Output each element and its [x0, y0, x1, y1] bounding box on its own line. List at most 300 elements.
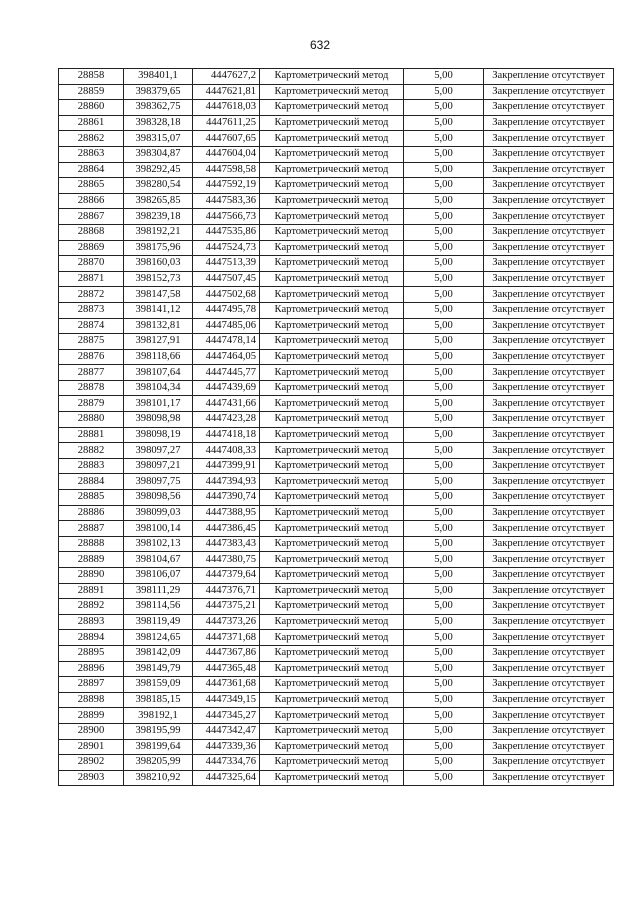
y-coordinate-cell: 4447445,77: [193, 365, 260, 381]
table-row: [59, 115, 614, 131]
method-cell: Картометрический метод: [260, 69, 404, 85]
table-row: [59, 240, 614, 256]
error-cell: 5,00: [404, 708, 484, 724]
error-cell: 5,00: [404, 739, 484, 755]
y-coordinate-cell: 4447408,33: [193, 443, 260, 459]
method-cell: Картометрический метод: [260, 334, 404, 350]
x-coordinate-cell: 398104,34: [124, 380, 193, 396]
method-cell: Картометрический метод: [260, 380, 404, 396]
point-number-cell: 28895: [59, 645, 124, 661]
error-cell: 5,00: [404, 770, 484, 786]
method-cell: Картометрический метод: [260, 568, 404, 584]
point-number-cell: 28873: [59, 302, 124, 318]
table-body: [59, 69, 614, 786]
table-row: [59, 755, 614, 771]
method-cell: Картометрический метод: [260, 193, 404, 209]
error-cell: 5,00: [404, 396, 484, 412]
method-cell: Картометрический метод: [260, 677, 404, 693]
x-coordinate-cell: 398205,99: [124, 755, 193, 771]
method-cell: Картометрический метод: [260, 755, 404, 771]
point-number-cell: 28878: [59, 380, 124, 396]
method-cell: Картометрический метод: [260, 271, 404, 287]
x-coordinate-cell: 398114,56: [124, 599, 193, 615]
y-coordinate-cell: 4447495,78: [193, 302, 260, 318]
method-cell: Картометрический метод: [260, 770, 404, 786]
error-cell: 5,00: [404, 365, 484, 381]
fixation-cell: Закрепление отсутствует: [484, 287, 614, 303]
fixation-cell: Закрепление отсутствует: [484, 146, 614, 162]
error-cell: 5,00: [404, 271, 484, 287]
fixation-cell: Закрепление отсутствует: [484, 334, 614, 350]
y-coordinate-cell: 4447386,45: [193, 521, 260, 537]
method-cell: Картометрический метод: [260, 396, 404, 412]
error-cell: 5,00: [404, 630, 484, 646]
table-row: [59, 287, 614, 303]
point-number-cell: 28889: [59, 552, 124, 568]
y-coordinate-cell: 4447365,48: [193, 661, 260, 677]
x-coordinate-cell: 398119,49: [124, 614, 193, 630]
y-coordinate-cell: 4447367,86: [193, 645, 260, 661]
error-cell: 5,00: [404, 240, 484, 256]
fixation-cell: Закрепление отсутствует: [484, 755, 614, 771]
fixation-cell: Закрепление отсутствует: [484, 396, 614, 412]
x-coordinate-cell: 398111,29: [124, 583, 193, 599]
table-row: [59, 552, 614, 568]
method-cell: Картометрический метод: [260, 427, 404, 443]
point-number-cell: 28886: [59, 505, 124, 521]
point-number-cell: 28872: [59, 287, 124, 303]
x-coordinate-cell: 398239,18: [124, 209, 193, 225]
method-cell: Картометрический метод: [260, 661, 404, 677]
y-coordinate-cell: 4447373,26: [193, 614, 260, 630]
y-coordinate-cell: 4447485,06: [193, 318, 260, 334]
error-cell: 5,00: [404, 100, 484, 116]
error-cell: 5,00: [404, 334, 484, 350]
fixation-cell: Закрепление отсутствует: [484, 178, 614, 194]
x-coordinate-cell: 398127,91: [124, 334, 193, 350]
table-row: [59, 162, 614, 178]
table-row: [59, 256, 614, 272]
point-number-cell: 28887: [59, 521, 124, 537]
y-coordinate-cell: 4447478,14: [193, 334, 260, 350]
point-number-cell: 28874: [59, 318, 124, 334]
error-cell: 5,00: [404, 614, 484, 630]
y-coordinate-cell: 4447334,76: [193, 755, 260, 771]
y-coordinate-cell: 4447431,66: [193, 396, 260, 412]
error-cell: 5,00: [404, 645, 484, 661]
y-coordinate-cell: 4447388,95: [193, 505, 260, 521]
method-cell: Картометрический метод: [260, 318, 404, 334]
point-number-cell: 28858: [59, 69, 124, 85]
error-cell: 5,00: [404, 349, 484, 365]
fixation-cell: Закрепление отсутствует: [484, 568, 614, 584]
x-coordinate-cell: 398280,54: [124, 178, 193, 194]
x-coordinate-cell: 398265,85: [124, 193, 193, 209]
table-row: [59, 614, 614, 630]
point-number-cell: 28869: [59, 240, 124, 256]
x-coordinate-cell: 398195,99: [124, 723, 193, 739]
x-coordinate-cell: 398106,07: [124, 568, 193, 584]
error-cell: 5,00: [404, 380, 484, 396]
fixation-cell: Закрепление отсутствует: [484, 490, 614, 506]
x-coordinate-cell: 398315,07: [124, 131, 193, 147]
method-cell: Картометрический метод: [260, 490, 404, 506]
table-row: [59, 505, 614, 521]
fixation-cell: Закрепление отсутствует: [484, 162, 614, 178]
page-number: 632: [309, 38, 331, 52]
method-cell: Картометрический метод: [260, 599, 404, 615]
x-coordinate-cell: 398124,65: [124, 630, 193, 646]
point-number-cell: 28877: [59, 365, 124, 381]
fixation-cell: Закрепление отсутствует: [484, 256, 614, 272]
table-row: [59, 69, 614, 85]
table-row: [59, 677, 614, 693]
table-row: [59, 209, 614, 225]
table-row: [59, 458, 614, 474]
method-cell: Картометрический метод: [260, 458, 404, 474]
x-coordinate-cell: 398118,66: [124, 349, 193, 365]
x-coordinate-cell: 398175,96: [124, 240, 193, 256]
error-cell: 5,00: [404, 568, 484, 584]
error-cell: 5,00: [404, 521, 484, 537]
fixation-cell: Закрепление отсутствует: [484, 100, 614, 116]
y-coordinate-cell: 4447439,69: [193, 380, 260, 396]
x-coordinate-cell: 398098,19: [124, 427, 193, 443]
method-cell: Картометрический метод: [260, 365, 404, 381]
error-cell: 5,00: [404, 474, 484, 490]
error-cell: 5,00: [404, 723, 484, 739]
fixation-cell: Закрепление отсутствует: [484, 583, 614, 599]
table-row: [59, 630, 614, 646]
x-coordinate-cell: 398292,45: [124, 162, 193, 178]
table-row: [59, 396, 614, 412]
x-coordinate-cell: 398185,15: [124, 692, 193, 708]
table-row: [59, 131, 614, 147]
fixation-cell: Закрепление отсутствует: [484, 84, 614, 100]
error-cell: 5,00: [404, 427, 484, 443]
point-number-cell: 28882: [59, 443, 124, 459]
x-coordinate-cell: 398149,79: [124, 661, 193, 677]
point-number-cell: 28861: [59, 115, 124, 131]
y-coordinate-cell: 4447583,36: [193, 193, 260, 209]
point-number-cell: 28868: [59, 224, 124, 240]
fixation-cell: Закрепление отсутствует: [484, 536, 614, 552]
y-coordinate-cell: 4447394,93: [193, 474, 260, 490]
table-row: [59, 224, 614, 240]
point-number-cell: 28884: [59, 474, 124, 490]
fixation-cell: Закрепление отсутствует: [484, 271, 614, 287]
fixation-cell: Закрепление отсутствует: [484, 770, 614, 786]
table-row: [59, 349, 614, 365]
fixation-cell: Закрепление отсутствует: [484, 505, 614, 521]
error-cell: 5,00: [404, 287, 484, 303]
x-coordinate-cell: 398304,87: [124, 146, 193, 162]
y-coordinate-cell: 4447524,73: [193, 240, 260, 256]
point-number-cell: 28870: [59, 256, 124, 272]
method-cell: Картометрический метод: [260, 115, 404, 131]
x-coordinate-cell: 398102,13: [124, 536, 193, 552]
fixation-cell: Закрепление отсутствует: [484, 115, 614, 131]
x-coordinate-cell: 398104,67: [124, 552, 193, 568]
y-coordinate-cell: 4447371,68: [193, 630, 260, 646]
x-coordinate-cell: 398107,64: [124, 365, 193, 381]
error-cell: 5,00: [404, 209, 484, 225]
fixation-cell: Закрепление отсутствует: [484, 599, 614, 615]
y-coordinate-cell: 4447345,27: [193, 708, 260, 724]
error-cell: 5,00: [404, 536, 484, 552]
fixation-cell: Закрепление отсутствует: [484, 224, 614, 240]
method-cell: Картометрический метод: [260, 552, 404, 568]
method-cell: Картометрический метод: [260, 692, 404, 708]
fixation-cell: Закрепление отсутствует: [484, 661, 614, 677]
fixation-cell: Закрепление отсутствует: [484, 427, 614, 443]
table-row: [59, 474, 614, 490]
y-coordinate-cell: 4447627,2: [193, 69, 260, 85]
x-coordinate-cell: 398098,98: [124, 412, 193, 428]
point-number-cell: 28891: [59, 583, 124, 599]
y-coordinate-cell: 4447390,74: [193, 490, 260, 506]
error-cell: 5,00: [404, 69, 484, 85]
table-row: [59, 645, 614, 661]
method-cell: Картометрический метод: [260, 178, 404, 194]
table-row: [59, 599, 614, 615]
y-coordinate-cell: 4447604,04: [193, 146, 260, 162]
x-coordinate-cell: 398328,18: [124, 115, 193, 131]
error-cell: 5,00: [404, 692, 484, 708]
fixation-cell: Закрепление отсутствует: [484, 630, 614, 646]
table-row: [59, 490, 614, 506]
table-row: [59, 723, 614, 739]
error-cell: 5,00: [404, 599, 484, 615]
method-cell: Картометрический метод: [260, 630, 404, 646]
x-coordinate-cell: 398098,56: [124, 490, 193, 506]
method-cell: Картометрический метод: [260, 521, 404, 537]
y-coordinate-cell: 4447399,91: [193, 458, 260, 474]
y-coordinate-cell: 4447566,73: [193, 209, 260, 225]
x-coordinate-cell: 398362,75: [124, 100, 193, 116]
fixation-cell: Закрепление отсутствует: [484, 677, 614, 693]
method-cell: Картометрический метод: [260, 645, 404, 661]
table-row: [59, 100, 614, 116]
error-cell: 5,00: [404, 490, 484, 506]
table-row: [59, 443, 614, 459]
error-cell: 5,00: [404, 84, 484, 100]
x-coordinate-cell: 398192,21: [124, 224, 193, 240]
point-number-cell: 28885: [59, 490, 124, 506]
method-cell: Картометрический метод: [260, 723, 404, 739]
error-cell: 5,00: [404, 178, 484, 194]
point-number-cell: 28892: [59, 599, 124, 615]
fixation-cell: Закрепление отсутствует: [484, 443, 614, 459]
y-coordinate-cell: 4447349,15: [193, 692, 260, 708]
point-number-cell: 28900: [59, 723, 124, 739]
y-coordinate-cell: 4447379,64: [193, 568, 260, 584]
method-cell: Картометрический метод: [260, 224, 404, 240]
method-cell: Картометрический метод: [260, 443, 404, 459]
table-row: [59, 770, 614, 786]
table-row: [59, 739, 614, 755]
method-cell: Картометрический метод: [260, 583, 404, 599]
point-number-cell: 28901: [59, 739, 124, 755]
point-number-cell: 28881: [59, 427, 124, 443]
y-coordinate-cell: 4447598,58: [193, 162, 260, 178]
fixation-cell: Закрепление отсутствует: [484, 193, 614, 209]
table-row: [59, 521, 614, 537]
x-coordinate-cell: 398401,1: [124, 69, 193, 85]
table-row: [59, 365, 614, 381]
method-cell: Картометрический метод: [260, 349, 404, 365]
table-row: [59, 318, 614, 334]
method-cell: Картометрический метод: [260, 256, 404, 272]
point-number-cell: 28859: [59, 84, 124, 100]
error-cell: 5,00: [404, 256, 484, 272]
method-cell: Картометрический метод: [260, 100, 404, 116]
point-number-cell: 28903: [59, 770, 124, 786]
point-number-cell: 28862: [59, 131, 124, 147]
method-cell: Картометрический метод: [260, 162, 404, 178]
y-coordinate-cell: 4447464,05: [193, 349, 260, 365]
method-cell: Картометрический метод: [260, 614, 404, 630]
x-coordinate-cell: 398379,65: [124, 84, 193, 100]
x-coordinate-cell: 398192,1: [124, 708, 193, 724]
table-row: [59, 84, 614, 100]
point-number-cell: 28890: [59, 568, 124, 584]
fixation-cell: Закрепление отсутствует: [484, 209, 614, 225]
x-coordinate-cell: 398210,92: [124, 770, 193, 786]
x-coordinate-cell: 398152,73: [124, 271, 193, 287]
error-cell: 5,00: [404, 302, 484, 318]
coordinates-table: [58, 68, 614, 786]
method-cell: Картометрический метод: [260, 505, 404, 521]
error-cell: 5,00: [404, 661, 484, 677]
fixation-cell: Закрепление отсутствует: [484, 302, 614, 318]
table-row: [59, 178, 614, 194]
table-row: [59, 193, 614, 209]
fixation-cell: Закрепление отсутствует: [484, 412, 614, 428]
error-cell: 5,00: [404, 162, 484, 178]
error-cell: 5,00: [404, 412, 484, 428]
x-coordinate-cell: 398097,27: [124, 443, 193, 459]
y-coordinate-cell: 4447592,19: [193, 178, 260, 194]
y-coordinate-cell: 4447339,36: [193, 739, 260, 755]
fixation-cell: Закрепление отсутствует: [484, 474, 614, 490]
y-coordinate-cell: 4447376,71: [193, 583, 260, 599]
table-row: [59, 661, 614, 677]
x-coordinate-cell: 398147,58: [124, 287, 193, 303]
point-number-cell: 28865: [59, 178, 124, 194]
method-cell: Картометрический метод: [260, 287, 404, 303]
fixation-cell: Закрепление отсутствует: [484, 521, 614, 537]
error-cell: 5,00: [404, 755, 484, 771]
fixation-cell: Закрепление отсутствует: [484, 739, 614, 755]
method-cell: Картометрический метод: [260, 240, 404, 256]
y-coordinate-cell: 4447507,45: [193, 271, 260, 287]
y-coordinate-cell: 4447325,64: [193, 770, 260, 786]
table-row: [59, 146, 614, 162]
point-number-cell: 28902: [59, 755, 124, 771]
x-coordinate-cell: 398097,75: [124, 474, 193, 490]
error-cell: 5,00: [404, 458, 484, 474]
method-cell: Картометрический метод: [260, 708, 404, 724]
x-coordinate-cell: 398097,21: [124, 458, 193, 474]
point-number-cell: 28871: [59, 271, 124, 287]
error-cell: 5,00: [404, 318, 484, 334]
error-cell: 5,00: [404, 131, 484, 147]
error-cell: 5,00: [404, 552, 484, 568]
y-coordinate-cell: 4447513,39: [193, 256, 260, 272]
fixation-cell: Закрепление отсутствует: [484, 380, 614, 396]
error-cell: 5,00: [404, 224, 484, 240]
table-row: [59, 583, 614, 599]
point-number-cell: 28893: [59, 614, 124, 630]
y-coordinate-cell: 4447375,21: [193, 599, 260, 615]
point-number-cell: 28894: [59, 630, 124, 646]
x-coordinate-cell: 398100,14: [124, 521, 193, 537]
table-row: [59, 427, 614, 443]
error-cell: 5,00: [404, 583, 484, 599]
y-coordinate-cell: 4447383,43: [193, 536, 260, 552]
x-coordinate-cell: 398159,09: [124, 677, 193, 693]
error-cell: 5,00: [404, 193, 484, 209]
y-coordinate-cell: 4447423,28: [193, 412, 260, 428]
method-cell: Картометрический метод: [260, 536, 404, 552]
table-row: [59, 302, 614, 318]
point-number-cell: 28898: [59, 692, 124, 708]
x-coordinate-cell: 398142,09: [124, 645, 193, 661]
method-cell: Картометрический метод: [260, 302, 404, 318]
point-number-cell: 28867: [59, 209, 124, 225]
table-row: [59, 380, 614, 396]
point-number-cell: 28883: [59, 458, 124, 474]
error-cell: 5,00: [404, 677, 484, 693]
point-number-cell: 28863: [59, 146, 124, 162]
y-coordinate-cell: 4447502,68: [193, 287, 260, 303]
fixation-cell: Закрепление отсутствует: [484, 69, 614, 85]
x-coordinate-cell: 398199,64: [124, 739, 193, 755]
table-row: [59, 692, 614, 708]
fixation-cell: Закрепление отсутствует: [484, 645, 614, 661]
point-number-cell: 28866: [59, 193, 124, 209]
fixation-cell: Закрепление отсутствует: [484, 708, 614, 724]
point-number-cell: 28860: [59, 100, 124, 116]
y-coordinate-cell: 4447535,86: [193, 224, 260, 240]
table-row: [59, 334, 614, 350]
method-cell: Картометрический метод: [260, 84, 404, 100]
method-cell: Картометрический метод: [260, 474, 404, 490]
point-number-cell: 28880: [59, 412, 124, 428]
y-coordinate-cell: 4447380,75: [193, 552, 260, 568]
fixation-cell: Закрепление отсутствует: [484, 692, 614, 708]
fixation-cell: Закрепление отсутствует: [484, 131, 614, 147]
fixation-cell: Закрепление отсутствует: [484, 365, 614, 381]
y-coordinate-cell: 4447611,25: [193, 115, 260, 131]
fixation-cell: Закрепление отсутствует: [484, 240, 614, 256]
point-number-cell: 28899: [59, 708, 124, 724]
point-number-cell: 28879: [59, 396, 124, 412]
method-cell: Картометрический метод: [260, 146, 404, 162]
x-coordinate-cell: 398141,12: [124, 302, 193, 318]
y-coordinate-cell: 4447418,18: [193, 427, 260, 443]
table-row: [59, 536, 614, 552]
y-coordinate-cell: 4447607,65: [193, 131, 260, 147]
error-cell: 5,00: [404, 146, 484, 162]
fixation-cell: Закрепление отсутствует: [484, 349, 614, 365]
point-number-cell: 28896: [59, 661, 124, 677]
y-coordinate-cell: 4447618,03: [193, 100, 260, 116]
fixation-cell: Закрепление отсутствует: [484, 458, 614, 474]
fixation-cell: Закрепление отсутствует: [484, 318, 614, 334]
method-cell: Картометрический метод: [260, 131, 404, 147]
